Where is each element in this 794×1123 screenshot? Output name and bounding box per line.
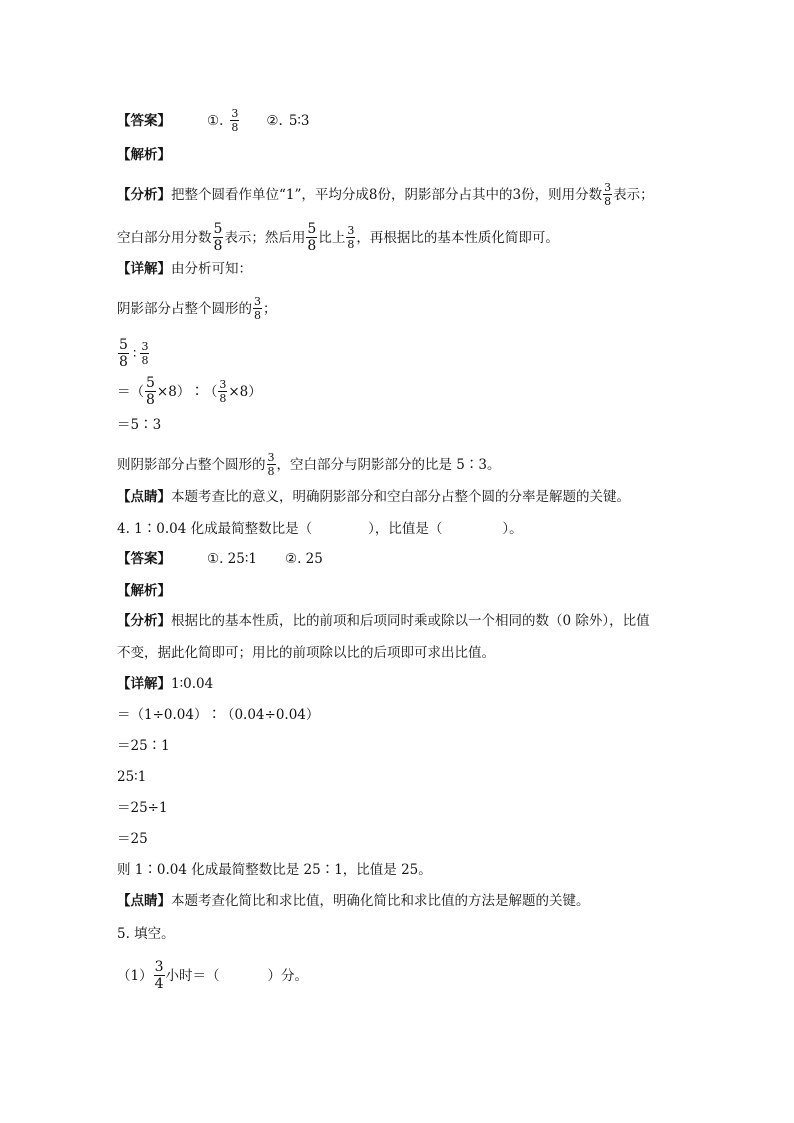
answer-option-1: ①. 25∶1 [207,551,257,567]
question-5-part-1 [117,960,308,991]
detail-q4-step-2: ＝25∶1 [117,738,170,754]
analysis-text: 空白部分用分数 [117,229,212,246]
detail-q4-step-4: ＝25÷1 [117,800,168,816]
question-text: ）分。 [267,967,309,984]
fraction: $\frac{3}{8}$ [231,107,239,134]
answer-label: 【答案】 [117,112,171,129]
detail-text: ，空白部分与阴影部分的比是 5∶3。 [276,456,501,473]
analysis-q3-line-1 [117,182,654,207]
analysis-q4-line-2: 不变，据此化简即可；用比的前项除以比的后项即可求出比值。 [117,645,495,661]
detail-q3-step-1 [117,296,277,321]
jiexi-label: 【解析】 [117,583,171,599]
question-5-stem: 5. 填空。 [117,926,175,942]
question-text: （1） [117,967,153,984]
analysis-text: 表示； [613,186,654,203]
fraction: $\frac{5}{8}$ [146,375,155,408]
analysis-label: 【分析】 [117,186,171,203]
detail-q3-conclusion [117,452,500,477]
fraction: $\frac{5}{8}$ [307,221,317,254]
answer-q3-line [117,108,310,133]
detail-text: ； [263,300,277,317]
answer-label: 【答案】 [117,551,171,567]
analysis-q4-line-1 [117,612,650,630]
detail-q4-step-5: ＝25 [117,831,148,847]
detail-text: 则阴影部分占整个圆形的 [117,456,266,473]
comment-q4-line [117,892,590,910]
fraction: $\frac{3}{8}$ [604,181,612,208]
detail-q4-step-1: ＝（1÷0.04）∶（0.04÷0.04） [117,707,320,723]
detail-label: 【详解】 [117,261,171,277]
answer-option-1: ①. [207,112,224,129]
answer-option-2: ②. [266,112,283,129]
question-text: ）。 [502,521,523,537]
question-text: 4. 1∶0.04 化成最简整数比是（ [117,521,313,537]
analysis-text: 把整个圆看作单位“1”，平均分成8份，阴影部分占其中的3份，则用分数 [171,186,603,203]
fraction: $\frac{5}{8}$ [213,221,223,254]
detail-q4-step-3: 25∶1 [117,769,147,785]
answer-q4-line [117,550,323,568]
detail-text: ＝（ [117,383,144,400]
ratio-colon: ∶ [132,345,137,362]
detail-text: ×8） [228,383,262,400]
detail-q3-line [117,260,252,278]
answer-option-2-value: 5∶3 [288,112,310,129]
analysis-q3-line-2 [117,222,559,253]
analysis-text: 比上 [318,229,346,246]
detail-q3-step-2 [117,338,150,369]
comment-text: 本题考查比的意义，明确阴影部分和空白部分占整个圆的分率是解题的关键。 [171,489,630,505]
answer-option-2: ②. 25 [284,551,323,567]
detail-label: 【详解】 [117,676,171,692]
comment-q3-line [117,488,630,506]
fraction: $\frac{3}{8}$ [347,224,355,251]
comment-text: 本题考查化简比和求比值，明确化简比和求比值的方法是解题的关键。 [171,893,590,909]
fraction: $\frac{3}{8}$ [267,451,275,478]
detail-text: 阴影部分占整个圆形的 [117,300,252,317]
fraction: $\frac{3}{8}$ [141,340,149,367]
fraction: $\frac{5}{8}$ [119,337,128,370]
question-text: ），比值是（ [368,521,443,537]
detail-q3-step-3 [117,376,262,407]
analysis-label: 【分析】 [117,613,171,629]
fraction: $\frac{3}{8}$ [254,295,261,322]
analysis-text: ，再根据比的基本性质化简即可。 [356,229,559,246]
detail-text: 由分析可知： [171,261,252,277]
analysis-text: 根据比的基本性质，比的前项和后项同时乘或除以一个相同的数（0 除外），比值 [171,613,650,629]
detail-q3-step-4: ＝5∶3 [117,417,162,433]
question-4-stem [117,520,523,538]
fraction: $\frac{3}{8}$ [219,378,227,405]
detail-text: 1∶0.04 [171,676,214,692]
detail-text: ×8）∶（ [156,383,218,400]
comment-label: 【点睛】 [117,489,171,505]
question-text: 小时＝（ [165,967,220,984]
jiexi-label: 【解析】 [117,147,171,163]
analysis-text: 表示；然后用 [224,229,306,246]
comment-label: 【点睛】 [117,893,171,909]
detail-q4-conclusion: 则 1∶0.04 化成最简整数比是 25∶1，比值是 25。 [117,862,432,878]
detail-q4-line [117,675,213,693]
fraction: $\frac{3}{4}$ [154,959,164,992]
